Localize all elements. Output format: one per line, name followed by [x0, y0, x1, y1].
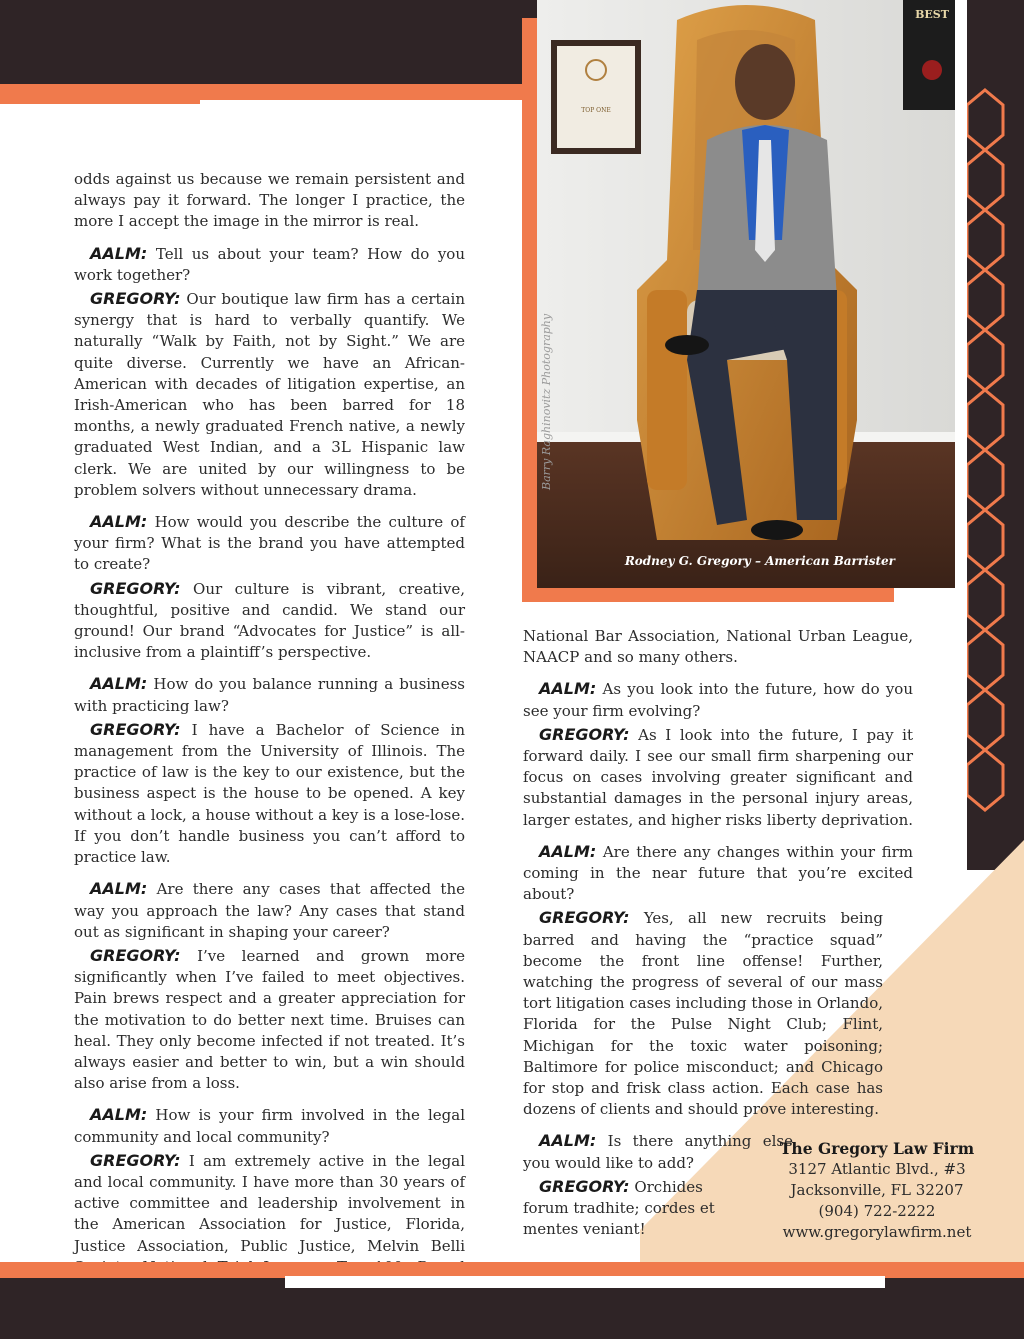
paragraph: National Bar Association, National Urban League, NAACP and so many others.	[523, 627, 913, 667]
answer	[523, 907, 883, 1120]
answer	[74, 578, 465, 664]
answer	[523, 724, 913, 831]
question	[74, 1104, 465, 1147]
question	[523, 1130, 793, 1173]
photo-caption: Rodney G. Gregory – American Barrister	[624, 554, 895, 568]
gregory-label: GREGORY:	[90, 719, 181, 739]
aalm-label: AALM:	[90, 243, 148, 263]
aalm-label: AALM:	[90, 512, 148, 532]
phone-number: (904) 722-2222	[818, 1202, 936, 1220]
gregory-label: GREGORY:	[539, 1176, 630, 1196]
city-state-zip: Jacksonville, FL 32207	[790, 1181, 964, 1199]
answer-text: I am extremely active in the legal and local community. I have more than 30 years of active committee and leadership involvement in the American Association for Justice, Florida, Justice Association, Public Justice, Melvin Belli	[74, 1151, 465, 1255]
gregory-label: GREGORY:	[90, 1150, 181, 1170]
answer	[523, 1176, 753, 1241]
answer	[74, 288, 465, 501]
question	[74, 878, 465, 943]
question	[74, 511, 465, 576]
question-text: How do you balance running a business with practicing law?	[74, 675, 465, 715]
answer	[74, 719, 465, 868]
website-link[interactable]: www.gregorylawfirm.net	[782, 1223, 972, 1241]
contact-block	[772, 1138, 982, 1243]
gregory-label: GREGORY:	[90, 578, 181, 598]
gregory-label: GREGORY:	[539, 908, 630, 928]
answer-text: Orchides forum tradhite; cordes et mentes veniant!	[523, 1177, 715, 1239]
aalm-label: AALM:	[90, 879, 148, 899]
question-text: How would you describe the culture of your firm? What is the brand you have attempted to create?	[74, 513, 465, 574]
aalm-label: AALM:	[539, 1131, 597, 1151]
aalm-label: AALM:	[539, 841, 597, 861]
article-column-left	[74, 169, 465, 1309]
question-text: Are there any changes within your firm coming in the near future that you’re excited about?	[523, 842, 913, 904]
answer-text: I have a Bachelor of Science in management from the University of Illinois. The practice of law is the key to our existence, but the business aspect is the house to be opened. A key without a lock, a house without a key is a lose-lose. If you don’t handle business you can’t afford to practice law.	[74, 720, 465, 867]
question-text: Tell us about your team? How do you work together?	[74, 244, 465, 284]
question	[523, 678, 913, 721]
gregory-label: GREGORY:	[90, 945, 181, 965]
question-text: Are there any cases that affected the way you approach the law? Any cases that stand out as significant in shaping your career?	[74, 880, 465, 941]
answer-text: I’ve learned and grown more significantly when I’ve failed to meet objectives. Pain brews respect and a greater appreciation for the motivation to do better next time. Bruises can heal. They only become infected if not treated. It’s always easier and better to win, but a win should also arise from a loss.	[74, 946, 465, 1093]
svg-text:TOP ONE: TOP ONE	[581, 107, 611, 114]
photo-credit: Barry Raghinovitz Photography	[540, 313, 553, 490]
street-address: 3127 Atlantic Blvd., #3	[788, 1160, 966, 1178]
aalm-label: AALM:	[90, 674, 148, 694]
answer	[74, 945, 465, 1094]
paragraph: odds against us because we remain persistent and always pay it forward. The longer I practice, the more I accept the image in the mirror is real.	[74, 170, 465, 231]
answer-text: Our boutique law firm has a certain synergy that is hard to verbally quantify. We naturally “Walk by Faith, not by Sight.” We are quite diverse. Currently we have an African-American with decades of litigation expertise, an Irish-American who has been barred for 18 months, a newly graduated French native, a newly graduated West Indian, and a 3L Hispanic law clerk. We are united by our willingness to be problem solvers without unnecessary drama.	[74, 290, 465, 499]
question-text: How is your firm involved in the legal community and local community?	[74, 1106, 465, 1146]
firm-name: The Gregory Law Firm	[779, 1139, 975, 1158]
svg-text:BEST: BEST	[915, 8, 949, 21]
question	[523, 841, 913, 906]
aalm-label: AALM:	[539, 679, 597, 699]
question	[74, 243, 465, 286]
answer-text: As I look into the future, I pay it forward daily. I see our small firm sharpening our focus on cases involving greater significant and substantial damages in the personal injury areas, larger estates, and higher risks liberty deprivation.	[523, 725, 914, 829]
answer-text: Our culture is vibrant, creative, thoughtful, positive and candid. We stand our ground! Our brand “Advocates for Justice” is all-inclusive from a plaintiff’s perspective.	[74, 579, 465, 662]
answer-text: Yes, all new recruits being barred and having the “practice squad” become the front line offense! Further, watching the progress of several of our mass tort litigation cases including those in Orlando, Florida for the Pulse Night Club; Flint, Michigan for the toxic water poisoning; Baltimore for police misconduct; and Chicago for stop and frisk class action. Each case has dozens of clients and should prove interesting.	[523, 909, 883, 1119]
aalm-label: AALM:	[90, 1105, 148, 1125]
gregory-label: GREGORY:	[90, 289, 181, 309]
bottom-white-stripe	[285, 1276, 885, 1288]
portrait-photo	[537, 0, 955, 588]
question	[74, 673, 465, 716]
question-text: Is there anything else you would like to add?	[523, 1132, 793, 1172]
gregory-label: GREGORY:	[539, 724, 630, 744]
question-text: As you look into the future, how do you see your firm evolving?	[523, 680, 913, 720]
